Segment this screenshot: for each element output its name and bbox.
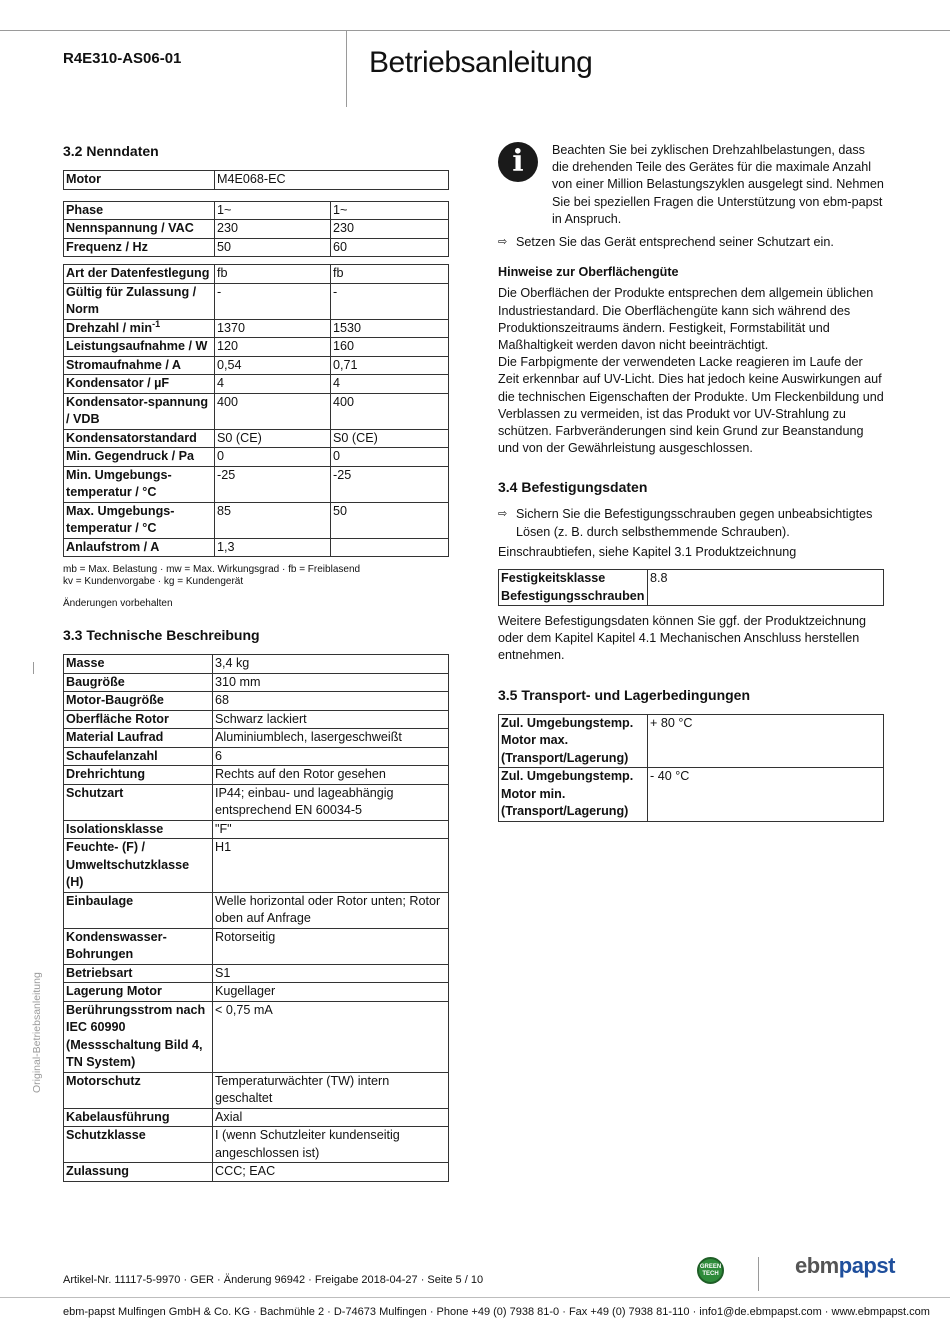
row-value: 230 — [331, 220, 449, 239]
phase-table — [63, 201, 449, 258]
row-label: Isolationsklasse — [64, 820, 213, 839]
row-label: Kondensatorstandard — [64, 429, 215, 448]
row-value: S1 — [213, 964, 449, 983]
green-tech-badge: GREEN TECH — [697, 1257, 724, 1284]
margin-tick — [33, 662, 34, 674]
row-label: Festigkeitsklasse Befestigungsschrauben — [499, 570, 648, 606]
table-row — [64, 448, 449, 467]
row-value: 120 — [215, 338, 331, 357]
row-value: 0,71 — [331, 356, 449, 375]
row-value: S0 (CE) — [215, 429, 331, 448]
row-label: Masse — [64, 655, 213, 674]
table-row — [64, 319, 449, 338]
row-value: Temperaturwächter (TW) intern geschaltet — [213, 1072, 449, 1108]
row-value: "F" — [213, 820, 449, 839]
row-label: Feuchte- (F) / Umweltschutzklasse (H) — [64, 839, 213, 893]
row-label: Kabelausführung — [64, 1108, 213, 1127]
row-value: 60 — [331, 238, 449, 257]
row-label: Stromaufnahme / A — [64, 356, 215, 375]
row-label: Min. Gegendruck / Pa — [64, 448, 215, 467]
arrow-right-icon: ⇨ — [498, 236, 508, 249]
section-3-3-title: 3.3 Technische Beschreibung — [63, 627, 260, 643]
row-value: 4 — [215, 375, 331, 394]
row-label: Anlaufstrom / A — [64, 538, 215, 557]
screw-depth-text: Einschraubtiefen, siehe Kapitel 3.1 Produktzeichnung — [498, 544, 797, 559]
table-row — [64, 710, 449, 729]
table-row — [64, 839, 449, 893]
table-row — [64, 429, 449, 448]
table-row — [64, 393, 449, 429]
row-label: Schaufelanzahl — [64, 747, 213, 766]
row-value: 1,3 — [215, 538, 331, 557]
table-row — [64, 201, 449, 220]
table-row — [64, 1108, 449, 1127]
table-row — [64, 766, 449, 785]
abbreviation-note-1: mb = Max. Belastung · mw = Max. Wirkungsgrad · fb = Freiblasend — [63, 564, 361, 575]
table-row — [499, 570, 884, 606]
row-label: Schutzklasse — [64, 1127, 213, 1163]
rated-data-table — [63, 264, 449, 557]
table-row — [64, 1127, 449, 1163]
motor-table — [63, 170, 449, 190]
transport-table — [498, 714, 884, 822]
table-row — [64, 892, 449, 928]
row-label: Leistungsaufnahme / W — [64, 338, 215, 357]
row-value: 6 — [213, 747, 449, 766]
row-label: Kondenswasser-Bohrungen — [64, 928, 213, 964]
table-row — [64, 265, 449, 284]
header-divider — [346, 30, 347, 107]
section-3-4-title: 3.4 Befestigungsdaten — [498, 479, 648, 496]
table-row — [64, 283, 449, 319]
table-row — [64, 502, 449, 538]
row-value: 50 — [331, 502, 449, 538]
table-row — [64, 747, 449, 766]
row-label: Max. Umgebungs-temperatur / °C — [64, 502, 215, 538]
row-label: Betriebsart — [64, 964, 213, 983]
row-value: 0 — [215, 448, 331, 467]
fastening-more-text: Weitere Befestigungsdaten können Sie ggf. der Produktzeichnung oder dem Kapitel Kapitel 4.1 Mechanischen Anschluss herstellen entnehmen. — [498, 614, 867, 663]
table-row — [499, 714, 884, 768]
table-row — [64, 1072, 449, 1108]
row-value: 310 mm — [213, 673, 449, 692]
row-value: fb — [331, 265, 449, 284]
right-column — [498, 142, 884, 829]
left-column — [63, 142, 449, 1189]
row-value: 0,54 — [215, 356, 331, 375]
table-row — [499, 768, 884, 822]
row-label: Phase — [64, 201, 215, 220]
fastening-table — [498, 569, 884, 606]
row-value: 230 — [215, 220, 331, 239]
row-value: < 0,75 mA — [213, 1001, 449, 1072]
row-value: Schwarz lackiert — [213, 710, 449, 729]
table-row — [64, 692, 449, 711]
company-info: ebm-papst Mulfingen GmbH & Co. KG · Bachmühle 2 · D-74673 Mulfingen · Phone +49 (0) 7938 81-0 · Fax +49 (0) 7938 81-110 · info1@de.ebmpapst.com · www.ebmpapst.com — [63, 1306, 930, 1318]
row-value: -25 — [331, 466, 449, 502]
row-label: Art der Datenfestlegung — [64, 265, 215, 284]
motor-label: Motor — [64, 171, 215, 190]
surface-quality-paragraph-1: Die Oberflächen der Produkte entsprechen dem allgemein üblichen Industriestandard. Die Oberflächengüte kann sich während des Produktionszeitraums ändern. Festigkeit, Formstabilität und Maßhaltigkeit werden davon nicht beeinträchtigt. — [498, 286, 874, 353]
table-row — [64, 338, 449, 357]
row-value: 8.8 — [648, 570, 884, 606]
abbreviation-note-2: kv = Kundenvorgabe · kg = Kundengerät — [63, 576, 244, 587]
row-value: H1 — [213, 839, 449, 893]
row-label: Min. Umgebungs-temperatur / °C — [64, 466, 215, 502]
sidebar-label: Original-Betriebsanleitung — [31, 972, 43, 1093]
row-value — [331, 538, 449, 557]
row-label: Kondensator-spannung / VDB — [64, 393, 215, 429]
table-row — [64, 171, 449, 190]
row-value: IP44; einbau- und lageabhängig entsprechend EN 60034-5 — [213, 784, 449, 820]
arrow-right-icon: ⇨ — [498, 508, 508, 521]
table-row — [64, 673, 449, 692]
table-row — [64, 1001, 449, 1072]
row-value: 400 — [215, 393, 331, 429]
row-value: 1~ — [215, 201, 331, 220]
bullet-text: Setzen Sie das Gerät entsprechend seiner Schutzart ein. — [516, 235, 834, 250]
section-3-2-title: 3.2 Nenndaten — [63, 143, 159, 159]
section-3-5-title: 3.5 Transport- und Lagerbedingungen — [498, 686, 751, 703]
ebmpapst-logo — [795, 1253, 895, 1278]
changes-note: Änderungen vorbehalten — [63, 598, 173, 609]
surface-quality-title: Hinweise zur Oberflächengüte — [498, 265, 679, 280]
row-value: 68 — [213, 692, 449, 711]
table-row — [64, 729, 449, 748]
table-row — [64, 655, 449, 674]
row-label: Motorschutz — [64, 1072, 213, 1108]
row-label: Berührungsstrom nach IEC 60990 (Messschaltung Bild 4, TN System) — [64, 1001, 213, 1072]
row-value: Axial — [213, 1108, 449, 1127]
row-label: Einbaulage — [64, 892, 213, 928]
row-value: S0 (CE) — [331, 429, 449, 448]
row-value: 4 — [331, 375, 449, 394]
logo-divider — [758, 1257, 759, 1291]
row-label: Motor-Baugröße — [64, 692, 213, 711]
table-row — [64, 983, 449, 1002]
row-label: Baugröße — [64, 673, 213, 692]
row-value: 85 — [215, 502, 331, 538]
row-value: 3,4 kg — [213, 655, 449, 674]
row-value: 1530 — [331, 319, 449, 338]
row-value: - 40 °C — [648, 768, 884, 822]
table-row — [64, 375, 449, 394]
table-row — [64, 928, 449, 964]
row-label: Drehrichtung — [64, 766, 213, 785]
bullet-protection-class — [498, 234, 884, 251]
motor-value: M4E068-EC — [215, 171, 449, 190]
table-row — [64, 538, 449, 557]
document-title: Betriebsanleitung — [369, 46, 593, 79]
row-label: Drehzahl / $\min^{-1}$ — [64, 319, 215, 338]
row-value: 160 — [331, 338, 449, 357]
table-row — [64, 784, 449, 820]
row-value: 50 — [215, 238, 331, 257]
row-value: I (wenn Schutzleiter kundenseitig angeschlossen ist) — [213, 1127, 449, 1163]
table-row — [64, 238, 449, 257]
bullet-text: Sichern Sie die Befestigungsschrauben gegen unbeabsichtigtes Lösen (z. B. durch selbsthemmende Schrauben). — [516, 507, 873, 539]
surface-quality-paragraph-2: Die Farbpigmente der verwendeten Lacke reagieren im Laufe der Zeit erkennbar auf UV-Licht. Dies hat jedoch keine Auswirkungen auf die technischen Eigenschaften der Produkte. Um Fleckenbildung und Verblassen zu vermeiden, ist das Produkt vor UV-Strahlung zu schützen. Farbveränderungen sind kein Grund zur Beanstandung und von der Gewährleistung ausgeschlossen. — [498, 355, 884, 456]
row-value: fb — [215, 265, 331, 284]
row-value: -25 — [215, 466, 331, 502]
header-rule — [0, 30, 950, 31]
table-row — [64, 1163, 449, 1182]
row-value: 400 — [331, 393, 449, 429]
row-value: 0 — [331, 448, 449, 467]
table-row — [64, 356, 449, 375]
bullet-fastening-screws — [498, 506, 884, 540]
article-info: Artikel-Nr. 11117-5-9970 · GER · Änderung 96942 · Freigabe 2018-04-27 · Seite 5 / 10 — [63, 1274, 484, 1286]
row-label: Material Laufrad — [64, 729, 213, 748]
row-label: Kondensator / µF — [64, 375, 215, 394]
technical-description-table — [63, 654, 449, 1182]
model-number: R4E310-AS06-01 — [63, 50, 182, 67]
row-value: Rechts auf den Rotor gesehen — [213, 766, 449, 785]
row-value: 1370 — [215, 319, 331, 338]
row-value: + 80 °C — [648, 714, 884, 768]
info-box — [498, 142, 884, 228]
info-text: Beachten Sie bei zyklischen Drehzahlbelastungen, dass die drehenden Teile des Gerätes für die maximale Anzahl von einer Million Belastungszyklen ausgelegt sind. Nehmen Sie bei speziellen Fragen die Unterstützung von ebm-papst in Anspruch. — [552, 143, 884, 226]
logo-papst-text: papst — [838, 1253, 895, 1278]
row-label: Zulassung — [64, 1163, 213, 1182]
row-value: Rotorseitig — [213, 928, 449, 964]
row-label: Lagerung Motor — [64, 983, 213, 1002]
row-label: Schutzart — [64, 784, 213, 820]
row-value: - — [331, 283, 449, 319]
info-icon: i — [498, 142, 538, 182]
row-label: Gültig für Zulassung / Norm — [64, 283, 215, 319]
logo-ebm-text: ebm — [795, 1253, 839, 1278]
row-value: Kugellager — [213, 983, 449, 1002]
row-label: Zul. Umgebungstemp. Motor max. (Transport/Lagerung) — [499, 714, 648, 768]
footer-rule — [0, 1297, 950, 1298]
table-row — [64, 466, 449, 502]
row-label: Oberfläche Rotor — [64, 710, 213, 729]
table-row — [64, 820, 449, 839]
row-value: CCC; EAC — [213, 1163, 449, 1182]
row-value: 1~ — [331, 201, 449, 220]
row-label: Zul. Umgebungstemp. Motor min. (Transport/Lagerung) — [499, 768, 648, 822]
row-value: Welle horizontal oder Rotor unten; Rotor oben auf Anfrage — [213, 892, 449, 928]
table-row — [64, 964, 449, 983]
row-label: Nennspannung / VAC — [64, 220, 215, 239]
table-row — [64, 220, 449, 239]
row-value: Aluminiumblech, lasergeschweißt — [213, 729, 449, 748]
row-value: - — [215, 283, 331, 319]
row-label: Frequenz / Hz — [64, 238, 215, 257]
